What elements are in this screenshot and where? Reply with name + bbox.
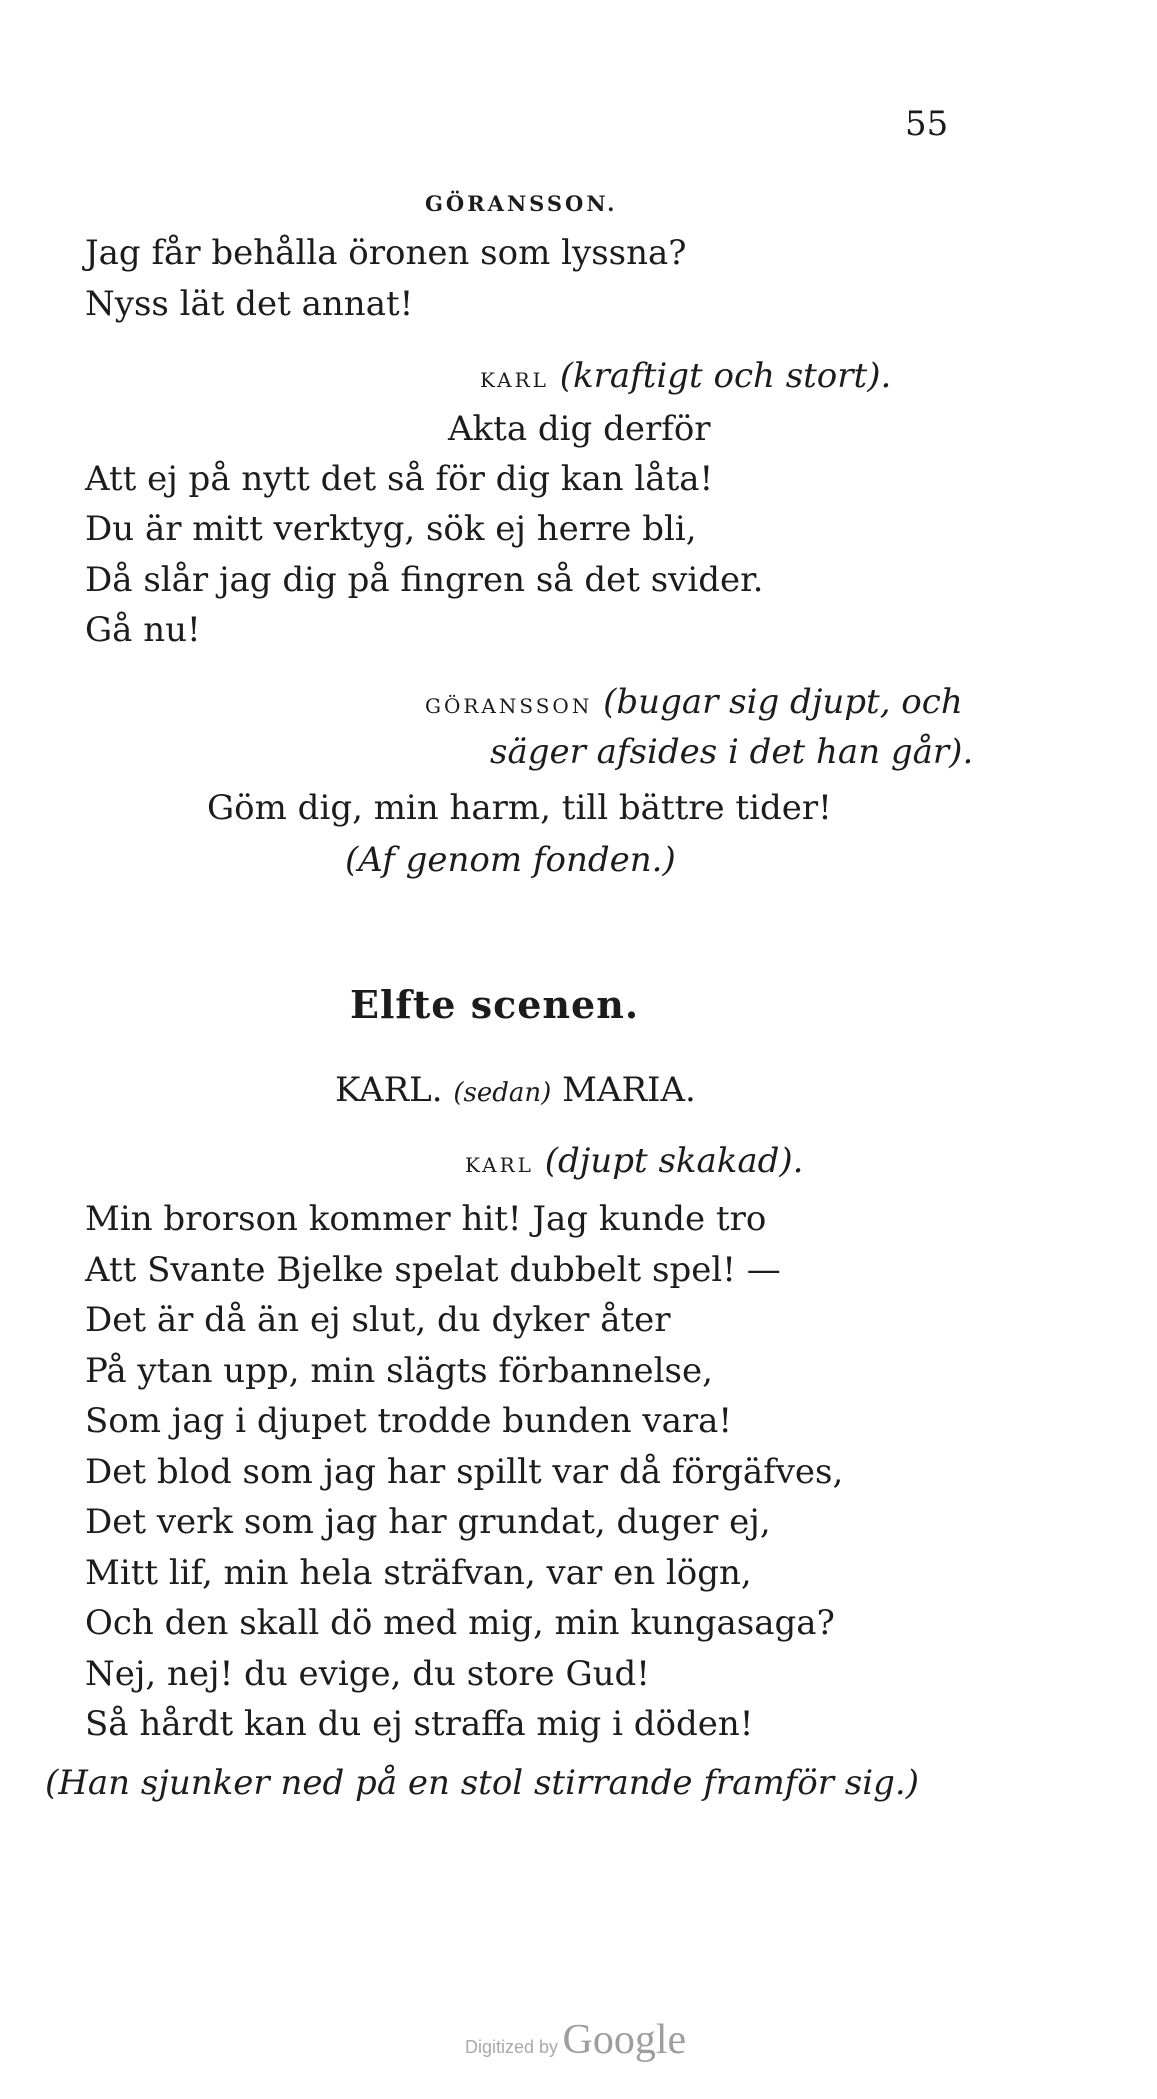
verse-line: På ytan upp, min slägts förbannelse, (85, 1351, 713, 1391)
verse-line: Göm dig, min harm, till bättre tider! (207, 788, 832, 828)
scene-cast (335, 1070, 696, 1113)
verse-line: Som jag i djupet trodde bunden vara! (85, 1401, 733, 1441)
verse-line: Och den skall dö med mig, min kungasaga? (85, 1603, 835, 1643)
verse-line: Nej, nej! du evige, du store Gud! (85, 1654, 650, 1694)
speaker-line-goransson (425, 682, 963, 726)
scene-heading: Elfte scenen. (350, 982, 640, 1027)
speaker-karl: KARL (465, 1153, 534, 1177)
speaker-goransson: GÖRANSSON (425, 694, 593, 718)
speaker-line-karl (465, 1141, 803, 1185)
page-number: 55 (905, 104, 949, 144)
stage-direction: (bugar sig djupt, och (603, 682, 963, 722)
cast-karl: KARL. (335, 1070, 443, 1110)
google-logo: Google (562, 2017, 687, 2063)
cast-maria: MARIA. (562, 1070, 696, 1110)
stage-direction: säger afsides i det han går). (490, 732, 974, 772)
verse-line: Jag får behålla öronen som lyssna? (85, 233, 687, 273)
verse-line: Så hårdt kan du ej straffa mig i döden! (85, 1704, 754, 1744)
speaker-karl: KARL (480, 368, 549, 392)
stage-direction: (djupt skakad). (544, 1141, 804, 1181)
speaker-line-karl (480, 356, 891, 400)
digitized-watermark (465, 2016, 686, 2064)
verse-line: Det är då än ej slut, du dyker åter (85, 1300, 671, 1340)
verse-line: Då slår jag dig på fingren så det svider. (85, 560, 764, 600)
verse-line: Du är mitt verktyg, sök ej herre bli, (85, 509, 697, 549)
verse-line: Nyss lät det annat! (85, 284, 414, 324)
stage-direction: (kraftigt och stort). (559, 356, 892, 396)
verse-line: Gå nu! (85, 610, 201, 650)
verse-line: Att ej på nytt det så för dig kan låta! (85, 459, 714, 499)
verse-line: Det blod som jag har spillt var då förgäfves, (85, 1452, 844, 1492)
stage-direction-final: (Han sjunker ned på en stol stirrande framför sig.) (45, 1763, 919, 1803)
verse-line: Mitt lif, min hela sträfvan, var en lögn, (85, 1553, 752, 1593)
cast-note: (sedan) (453, 1078, 552, 1108)
verse-line: Akta dig derför (448, 409, 711, 449)
speaker-goransson: GÖRANSSON. (425, 191, 618, 216)
verse-line: Det verk som jag har grundat, duger ej, (85, 1502, 771, 1542)
verse-line: Min brorson kommer hit! Jag kunde tro (85, 1199, 767, 1239)
verse-line: Att Svante Bjelke spelat dubbelt spel! — (85, 1250, 781, 1290)
digitized-label: Digitized by (465, 2037, 559, 2057)
stage-direction: (Af genom fonden.) (345, 840, 676, 880)
